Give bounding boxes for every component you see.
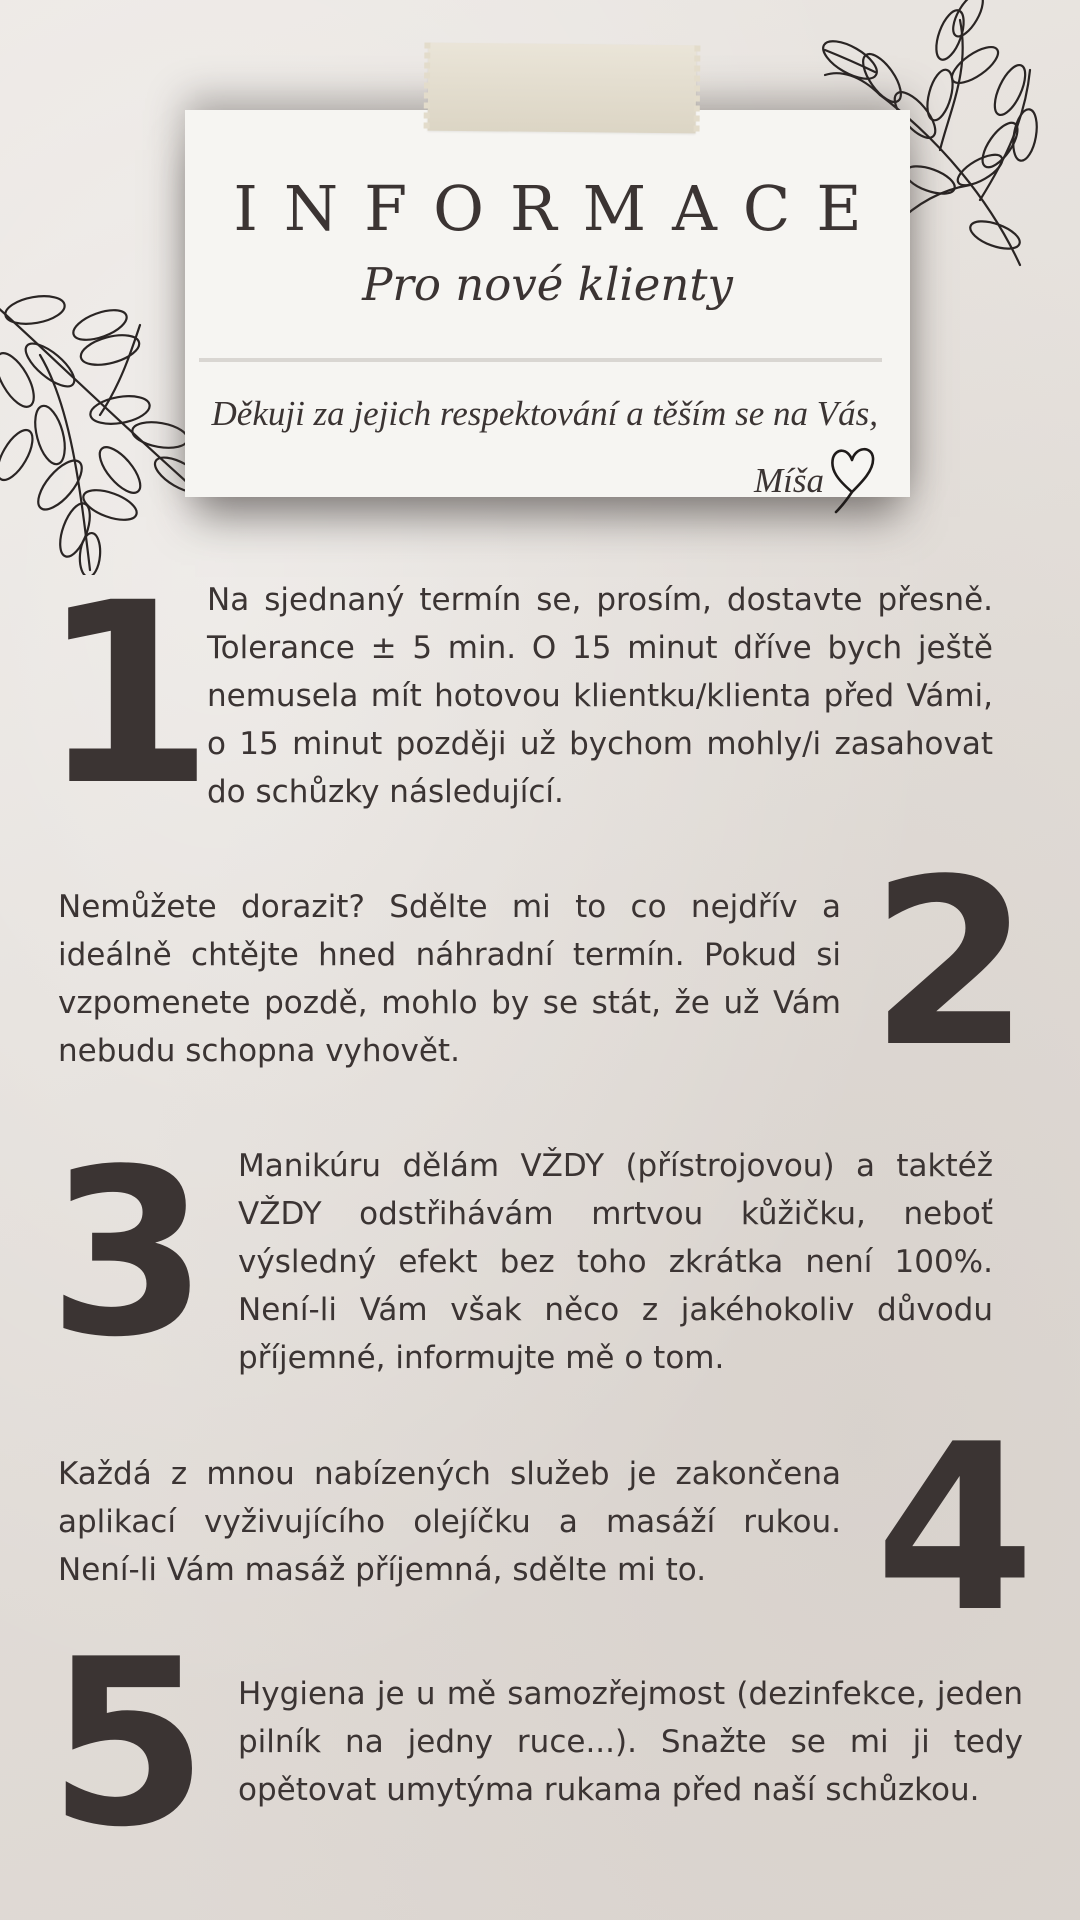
tape-strip (428, 43, 697, 134)
rule-number-1: 1 (40, 549, 214, 840)
rule-number-4: 4 (875, 1396, 1036, 1663)
signature: Míša (754, 461, 824, 500)
rule-text-4: Každá z mnou nabízených služeb je zakončena aplikací vyživujícího olejíčku a masáží rukou. Není-li Vám masáž příjemná, sdělte mi to. (58, 1456, 841, 1588)
thanks-note (198, 388, 878, 514)
rule-text-3: Manikúru dělám VŽDY (přístrojovou) a taktéž VŽDY odstřihávám mrtvou kůžičku, neboť výsledný efekt bez toho zkrátka není 100%. Není-li Vám však něco z jakéhokoliv důvodu příjemné, informujte mě o tom. (238, 1148, 993, 1376)
page-title: INFORMACE (233, 172, 888, 245)
page-subtitle: Pro nové klienty (362, 258, 733, 311)
rule-number-5: 5 (48, 1611, 209, 1878)
rule-text-5: Hygiena je u mě samozřejmost (dezinfekce, jeden pilník na jedny ruce...). Snažte se mi ji tedy opětovat umytýma rukama před naší schůzkou. (238, 1676, 1023, 1808)
rule-text-2: Nemůžete dorazit? Sdělte mi to co nejdřív a ideálně chtějte hned náhradní termín. Pokud si vzpomenete pozdě, mohlo by se stát, že už Vám nebudu schopna vyhovět. (58, 889, 841, 1069)
rule-number-3: 3 (48, 1121, 209, 1388)
rule-number-2: 2 (870, 831, 1031, 1098)
heart-icon (828, 440, 878, 514)
header-card (185, 110, 910, 500)
signature-line (198, 440, 878, 514)
thanks-text: Děkuji za jejich respektování a těším se na Vás, (211, 394, 878, 433)
divider (199, 358, 882, 362)
rule-text-1: Na sjednaný termín se, prosím, dostavte přesně. Tolerance ± 5 min. O 15 minut dříve bych ještě nemusela mít hotovou klientku/klienta před Vámi, o 15 minut později už bychom mohly/i zasahovat do schůzky následující. (207, 582, 993, 810)
leaf-branch-icon (0, 285, 215, 575)
